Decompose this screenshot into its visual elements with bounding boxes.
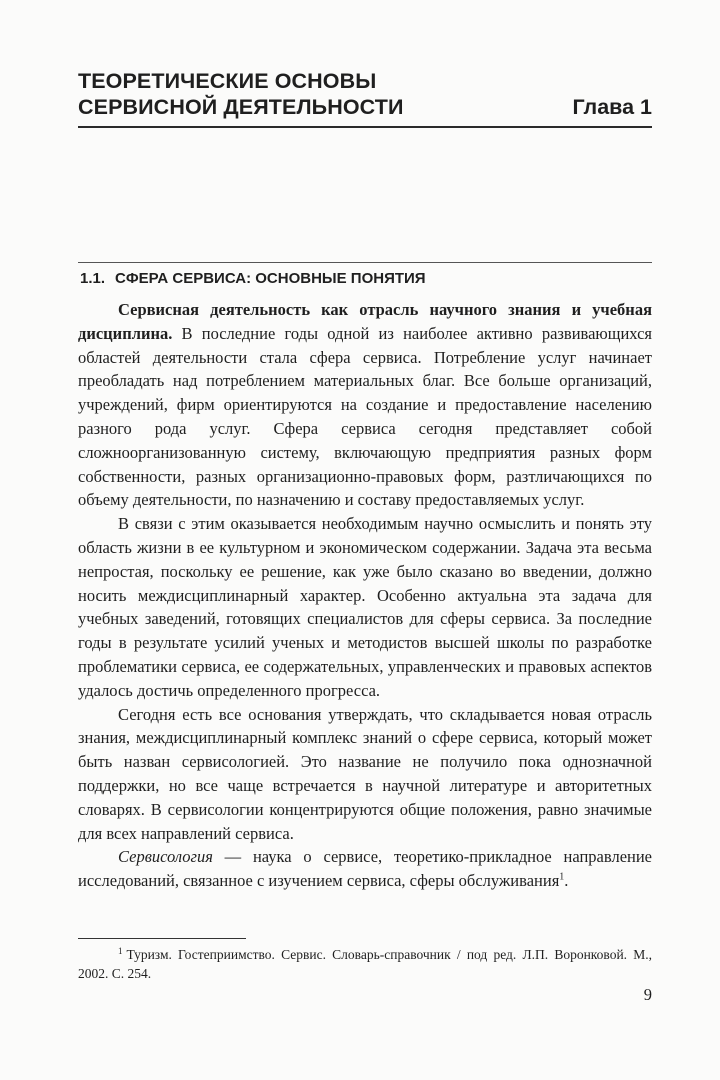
chapter-title — [78, 68, 404, 120]
footnote — [78, 945, 652, 983]
chapter-label: Глава 1 — [572, 95, 652, 119]
chapter-title-line-2: СЕРВИСНОЙ ДЕЯТЕЛЬНОСТИ — [78, 95, 404, 119]
page-number: 9 — [643, 985, 652, 1004]
paragraph-4-text: — наука о сервисе, теоретико-прикладное направление исследований, связанное с изучением сервиса, сферы обслуживания — [78, 847, 652, 891]
header-rule — [78, 126, 652, 128]
section-heading — [80, 270, 426, 288]
section-title: СФЕРА СЕРВИСА: ОСНОВНЫЕ ПОНЯТИЯ — [115, 270, 426, 287]
paragraph-1 — [78, 298, 652, 512]
body-text — [78, 298, 652, 893]
section-number: 1.1. — [80, 270, 106, 287]
section-rule — [78, 262, 652, 263]
paragraph-4 — [78, 845, 652, 893]
footnote-rule — [78, 938, 246, 939]
footnote-text: Туризм. Гостеприимство. Сервис. Словарь-справочник / под ред. Л.П. Воронковой. М., 2002. С. 254. — [78, 947, 652, 981]
footnote-reference[interactable]: 1 — [559, 871, 565, 883]
chapter-title-line-1: ТЕОРЕТИЧЕСКИЕ ОСНОВЫ — [78, 69, 377, 93]
paragraph-2: В связи с этим оказывается необходимым научно осмыслить и понять эту область жизни в ее культурном и экономическом содержании. Задача эта весьма непростая, поскольку ее решение, как уже было сказано во введении, должно носить междисциплинарный характер. Особенно актуальна эта задача для учебных заведений, готовящих специалистов для сферы сервиса. За последние годы в результате усилий ученых и методистов высшей школы по разработке проблематики сервиса, ее содержательных, управленческих и правовых аспектов удалось достичь определенного прогресса. — [78, 514, 652, 700]
paragraph-1-text: В последние годы одной из наиболее активно развивающихся областей деятельности стала сфера сервиса. Потребление услуг начинает преобладать над потреблением материальных благ. Все больше организаций, учреждений, фирм ориентируются на создание и предоставление населению разного рода услуг. Сфера сервиса сегодня представляет собой сложноорганизованную систему, включающую предприятия разных форм собственности, разных организационно-правовых форм, разтличающихся по объему деятельности, по назначению и составу предоставляемых услуг. — [78, 323, 652, 510]
paragraph-1-lead: Сервисная деятельность как отрасль научного знания и учебная дисциплина. — [78, 300, 652, 343]
footnote-marker: 1 — [118, 945, 123, 956]
paragraph-4-term: Сервисология — [118, 847, 213, 867]
paragraph-4-end: . — [564, 871, 569, 891]
paragraph-3: Сегодня есть все основания утверждать, что складывается новая отрасль знания, междисциплинарный комплекс знаний о сфере сервиса, который может быть назван сервисологией. Это название не получило пока однозначной поддержки, но все чаще встречается в научной литературе и авторитетных словарях. В сервисологии концентрируются общие положения, равно значимые для всех направлений сервиса. — [78, 704, 652, 843]
